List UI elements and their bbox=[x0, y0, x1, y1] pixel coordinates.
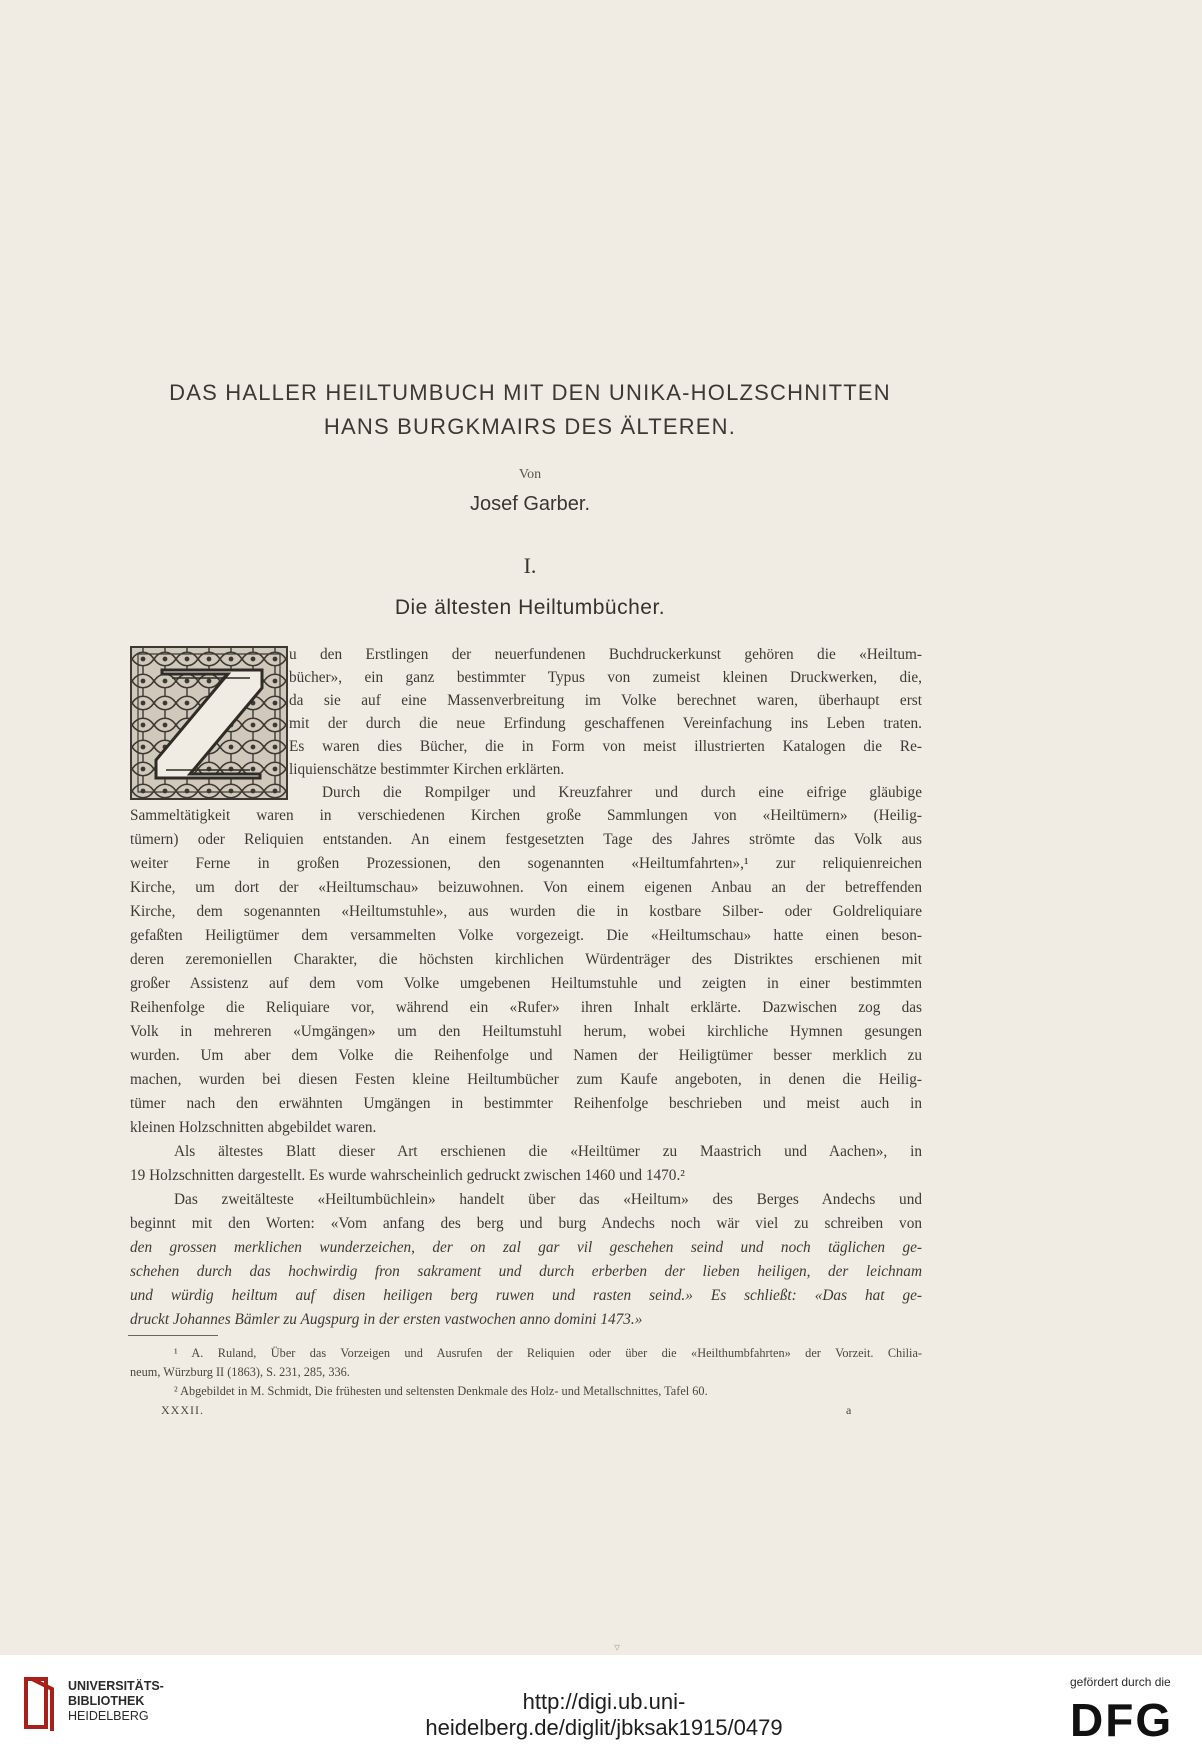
footnote-line: ² Abgebildet in M. Schmidt, Die frühesten und seltensten Denkmale des Holz- und Metallschnittes, Tafel 60. bbox=[174, 1384, 708, 1398]
body-line: mit der durch die neue Erfindung geschaffenen Vereinfachung ins Leben traten. bbox=[289, 715, 922, 732]
permalink-url[interactable]: http://digi.ub.uni-heidelberg.de/diglit/jbksak1915/0479 bbox=[425, 1689, 783, 1740]
body-line-italic: schehen durch das hochwirdig fron sakrament und durch erberben der lieben heiligen, der leichnam bbox=[130, 1263, 922, 1280]
library-name-line-2: BIBLIOTHEK bbox=[68, 1694, 145, 1708]
library-name-line-1: UNIVERSITÄTS- bbox=[68, 1679, 164, 1693]
footnote-line: ¹ A. Ruland, Über das Vorzeigen und Ausrufen der Reliquien oder über die «Heilthumbfahrten» der Vorzeit. Chilia- bbox=[174, 1346, 922, 1360]
ub-logo-svg bbox=[22, 1675, 58, 1731]
body-line: Es waren dies Bücher, die in Form von meist illustrierten Katalogen die Re- bbox=[289, 738, 922, 755]
body-line: u den Erstlingen der neuerfundenen Buchdruckerkunst gehören die «Heiltum- bbox=[289, 646, 922, 663]
body-line: Kirche, dem sogenannten «Heiltumstuhle», aus wurden die in kostbare Silber- oder Goldreliquiare bbox=[130, 903, 922, 920]
page-mark-icon: ▿ bbox=[614, 1640, 621, 1654]
footer-bar bbox=[0, 1655, 1202, 1753]
footnote-line: neum, Würzburg II (1863), S. 231, 285, 336. bbox=[130, 1365, 350, 1379]
footnote-separator bbox=[128, 1335, 218, 1336]
body-line: da sie auf eine Massenverbreitung im Volke berechnet waren, überhaupt erst bbox=[289, 692, 922, 709]
body-line: Kirche, um dort der «Heiltumschau» beizuwohnen. Von einem eigenen Anbau an der betreffenden bbox=[130, 879, 922, 896]
library-name bbox=[68, 1679, 164, 1724]
body-line: Das zweitälteste «Heiltumbüchlein» handelt über das «Heiltum» des Berges Andechs und bbox=[174, 1191, 922, 1208]
body-line: beginnt mit den Worten: «Vom anfang des berg und burg Andechs noch wär viel zu schreiben von bbox=[130, 1215, 922, 1232]
section-title: Die ältesten Heiltumbücher. bbox=[394, 596, 666, 619]
body-line: Sammeltätigkeit waren in verschiedenen Kirchen große Sammlungen von «Heiltümern» (Heilig- bbox=[130, 807, 922, 824]
body-line: machen, wurden bei diesen Festen kleine Heiltumbücher zum Kaufe angeboten, in denen die Heilig- bbox=[130, 1071, 922, 1088]
author-name: Josef Garber. bbox=[469, 493, 591, 515]
body-line: gefaßten Heiligtümer dem versammelten Volke vorgezeigt. Die «Heiltumschau» hatte einen beson- bbox=[130, 927, 922, 944]
body-line: kleinen Holzschnitten abgebildet waren. bbox=[130, 1119, 377, 1136]
body-line: Volk in mehreren «Umgängen» um den Heiltumstuhl herum, wobei kirchliche Hymnen gesungen bbox=[130, 1023, 922, 1040]
sponsor-label: gefördert durch die bbox=[1070, 1675, 1171, 1689]
article-title-line-2: HANS BURGKMAIRS DES ÄLTEREN. bbox=[323, 414, 737, 439]
signature-mark-right: a bbox=[846, 1403, 853, 1417]
ornamental-initial-z-icon bbox=[130, 646, 288, 800]
body-line: bücher», ein ganz bestimmter Typus von zumeist kleinen Druckwerken, die, bbox=[289, 669, 922, 686]
section-number: I. bbox=[523, 553, 537, 578]
body-line-italic: druckt Johannes Bämler zu Augspurg in der ersten vastwochen anno domini 1473.» bbox=[130, 1311, 643, 1328]
initial-ornament-svg bbox=[132, 648, 286, 798]
body-line: tümer nach den erwähnten Umgängen in bestimmter Reihenfolge beschrieben und meist auch in bbox=[130, 1095, 922, 1112]
body-line: tümern) oder Reliquien entstanden. An einem festgesetzten Tage des Jahres strömte das Volk aus bbox=[130, 831, 922, 848]
body-line: weiter Ferne in großen Prozessionen, den sogenannten «Heiltumfahrten»,¹ zur reliquienreichen bbox=[130, 855, 922, 872]
library-name-line-3: HEIDELBERG bbox=[68, 1709, 149, 1723]
body-line: 19 Holzschnitten dargestellt. Es wurde wahrscheinlich gedruckt zwischen 1460 und 1470.² bbox=[130, 1167, 685, 1184]
body-line: großer Assistenz auf dem vom Volke umgebenen Heiltumstuhle und zeigten in einer bestimmten bbox=[130, 975, 922, 992]
body-line: Durch die Rompilger und Kreuzfahrer und durch eine eifrige gläubige bbox=[322, 784, 922, 801]
body-line: liquienschätze bestimmter Kirchen erklärten. bbox=[289, 761, 565, 778]
byline-prefix: Von bbox=[518, 467, 542, 482]
body-line-italic: und würdig heiltum auf disen heiligen berg ruwen und rasten seind.» Es schließt: «Das hat ge- bbox=[130, 1287, 922, 1304]
body-line: wurden. Um aber dem Volke die Reihenfolge und Namen der Heiligtümer besser merklich zu bbox=[130, 1047, 922, 1064]
body-line: deren zeremoniellen Charakter, die höchsten kirchlichen Würdenträger des Distriktes erschienen mit bbox=[130, 951, 922, 968]
body-line: Reihenfolge die Reliquiare vor, während ein «Rufer» ihren Inhalt erklärte. Dazwischen zog das bbox=[130, 999, 922, 1016]
body-line-italic: den grossen merklichen wunderzeichen, der on zal gar vil geschehen seind und noch täglichen ge- bbox=[130, 1239, 922, 1256]
body-line: Als ältestes Blatt dieser Art erschienen die «Heiltümer zu Maastrich und Aachen», in bbox=[174, 1143, 922, 1160]
dfg-logo-icon[interactable]: DFG bbox=[1070, 1694, 1174, 1746]
article-title-line-1: DAS HALLER HEILTUMBUCH MIT DEN UNIKA-HOLZSCHNITTEN bbox=[169, 380, 891, 405]
signature-mark-left: XXXII. bbox=[161, 1403, 204, 1417]
ub-heidelberg-logo-icon[interactable] bbox=[22, 1675, 58, 1731]
